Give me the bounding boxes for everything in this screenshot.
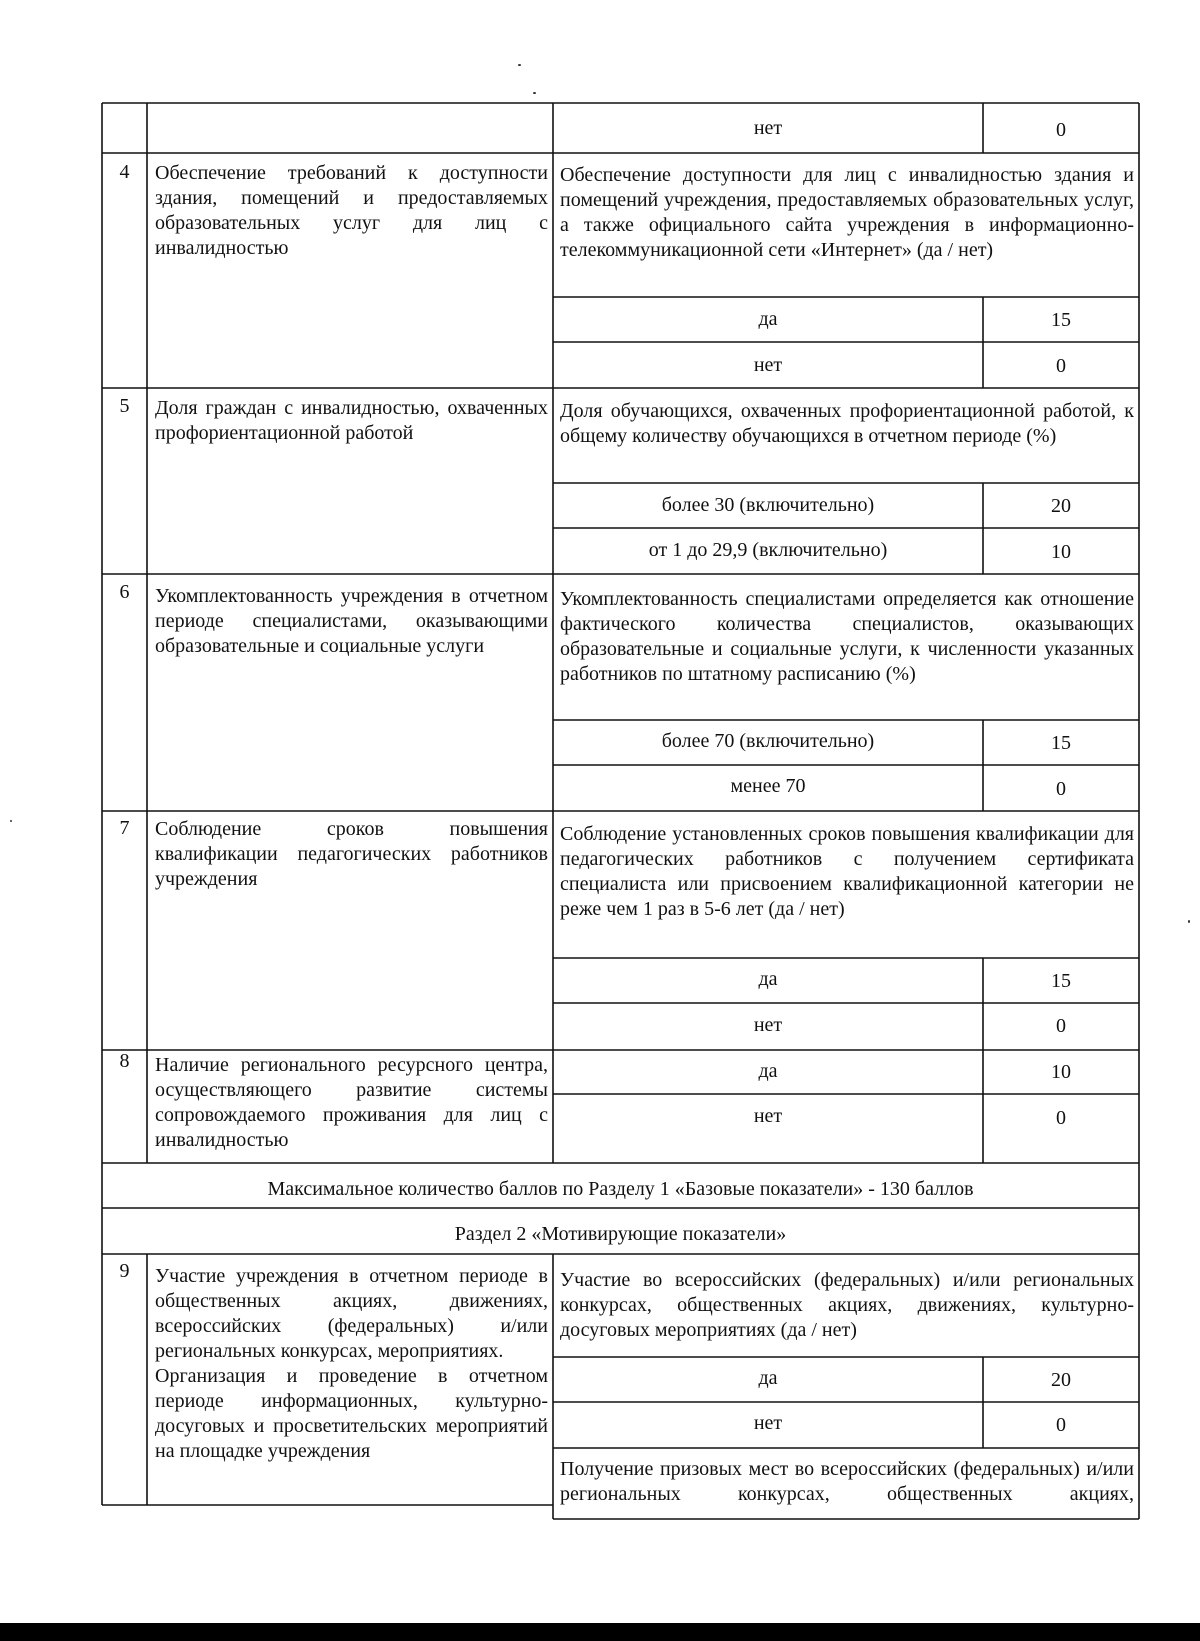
- option-score: 20: [1051, 1369, 1071, 1391]
- criterion-text: Обеспечение требований к доступности здания, помещений и предоставляемых образовательных услуг для лиц с инвалидностью: [155, 162, 548, 259]
- scan-edge-band: [0, 1623, 1200, 1641]
- row-number: 7: [119, 817, 130, 839]
- criterion-text: Участие учреждения в отчетном периоде в общественных акциях, движениях, всероссийских (федеральных) и/или региональных конкурсах, мероприятиях.: [155, 1265, 548, 1362]
- criterion-text: Наличие регионального ресурсного центра, осуществляющего развитие системы сопровождаемого проживания для лиц с инвалидностью: [155, 1054, 548, 1151]
- option-label: нет: [753, 1412, 783, 1434]
- option-score: 0: [1056, 1015, 1066, 1037]
- option-score: 15: [1051, 309, 1071, 331]
- row-number: 6: [119, 581, 130, 603]
- option-label: нет: [753, 117, 783, 139]
- indicator-text: Участие во всероссийских (федеральных) и/или региональных конкурсах, общественных акциях, движениях, культурно-досуговых мероприятиях (да / нет): [560, 1269, 1134, 1341]
- option-label: нет: [753, 1105, 783, 1127]
- option-score: 0: [1056, 355, 1066, 377]
- option-label: нет: [753, 354, 783, 376]
- option-score: 10: [1051, 1061, 1071, 1083]
- option-label: да: [758, 1060, 778, 1082]
- option-label: да: [758, 308, 778, 330]
- option-score: 15: [1051, 732, 1071, 754]
- option-score: 0: [1056, 119, 1066, 141]
- option-score: 15: [1051, 970, 1071, 992]
- option-score: 0: [1056, 1414, 1066, 1436]
- indicator-text: Укомплектованность специалистами определяется как отношение фактического количества специалистов, оказывающих образовательные и социальные услуги, к численности указанных работников по штатному расписанию (%): [560, 588, 1134, 685]
- criterion-text: Соблюдение сроков повышения квалификации педагогических работников учреждения: [155, 818, 548, 890]
- option-label: более 70 (включительно): [661, 730, 875, 752]
- section1-total: Максимальное количество баллов по Разделу 1 «Базовые показатели» - 130 баллов: [267, 1178, 974, 1200]
- option-label: да: [758, 1367, 778, 1389]
- option-label: более 30 (включительно): [661, 494, 875, 516]
- section2-title: Раздел 2 «Мотивирующие показатели»: [454, 1223, 787, 1245]
- option-label: от 1 до 29,9 (включительно): [648, 539, 888, 561]
- indicator-text: Получение призовых мест во всероссийских (федеральных) и/или региональных конкурсах, общественных акциях,: [560, 1458, 1134, 1505]
- indicator-text: Доля обучающихся, охваченных профориентационной работой, к общему количеству обучающихся в отчетном периоде (%): [560, 400, 1134, 447]
- criterion-text-continued: Организация и проведение в отчетном периоде информационных, культурно-досуговых и просветительских мероприятий на площадке учреждения: [155, 1365, 548, 1462]
- option-score: 20: [1051, 495, 1071, 517]
- row-number: 4: [119, 161, 130, 183]
- row-number: 5: [119, 395, 130, 417]
- option-score: 0: [1056, 1107, 1066, 1129]
- row-number: 9: [119, 1260, 130, 1282]
- row-number: 8: [119, 1050, 130, 1072]
- indicator-text: Обеспечение доступности для лиц с инвалидностью здания и помещений учреждения, предоставляемых образовательных услуг, а также официального сайта учреждения в информационно-телекоммуникационной сети «Интернет» (да / нет): [560, 164, 1134, 261]
- option-score: 10: [1051, 541, 1071, 563]
- option-label: менее 70: [730, 775, 806, 797]
- option-label: да: [758, 968, 778, 990]
- criterion-text: Доля граждан с инвалидностью, охваченных профориентационной работой: [155, 397, 548, 444]
- criterion-text: Укомплектованность учреждения в отчетном периоде специалистами, оказывающими образовательные и социальные услуги: [155, 585, 548, 657]
- option-score: 0: [1056, 778, 1066, 800]
- option-label: нет: [753, 1014, 783, 1036]
- indicator-text: Соблюдение установленных сроков повышения квалификации для педагогических работников с получением сертификата специалиста или присвоением квалификационной категории не реже чем 1 раз в 5-6 лет (да / нет): [560, 823, 1134, 920]
